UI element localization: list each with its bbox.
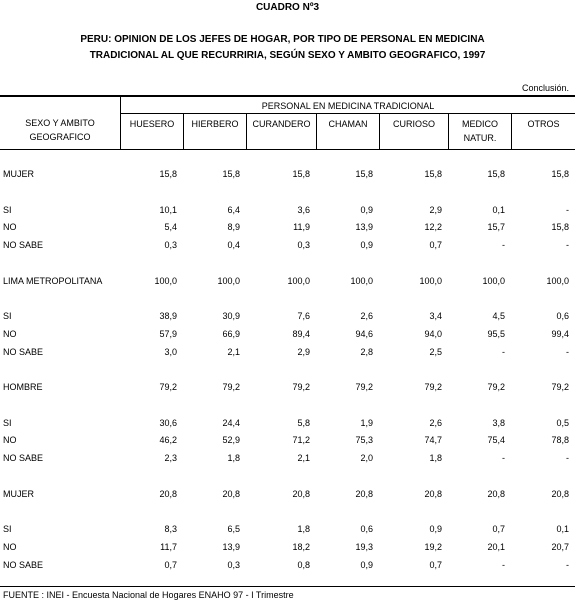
table-cell: 79,2 <box>551 382 569 392</box>
table-cell: - <box>502 240 505 250</box>
table-cell <box>246 290 316 308</box>
table-cell: 0,9 <box>360 204 373 215</box>
table-cell <box>246 397 316 415</box>
table-cell: 8,9 <box>227 222 240 233</box>
table-row <box>0 379 575 397</box>
row-label <box>0 361 120 379</box>
row-label: SI <box>3 524 12 534</box>
table-cell: 20,8 <box>424 488 442 499</box>
table-cell <box>183 397 246 415</box>
table-cell: - <box>566 204 569 215</box>
row-label: SI <box>3 204 12 215</box>
table-cell: 100,0 <box>217 275 240 286</box>
table-row <box>0 432 575 450</box>
footer-rule <box>0 586 575 587</box>
row-label <box>0 468 120 486</box>
table-cell <box>120 468 183 486</box>
table-cell: 11,7 <box>160 541 177 552</box>
table-cell <box>511 290 575 308</box>
table-cell: 75,3 <box>355 435 373 446</box>
table-cell: 79,2 <box>222 382 240 392</box>
table-row <box>0 326 575 344</box>
table-cell: - <box>502 453 505 463</box>
table-row <box>0 255 575 273</box>
table-cell <box>379 290 448 308</box>
table-cell: 20,8 <box>292 488 310 499</box>
table-cell <box>183 290 246 308</box>
table-cell: 3,8 <box>492 417 505 428</box>
table-cell: 0,5 <box>556 417 569 428</box>
table-cell <box>120 290 183 308</box>
table-cell <box>511 397 575 415</box>
row-header-label: SEXO Y AMBITO GEOGRAFICO <box>25 118 95 142</box>
table-cell: 57,9 <box>159 328 177 339</box>
header-bottom-rule <box>0 149 575 150</box>
table-title: CUADRO Nº3 <box>255 2 320 13</box>
row-label <box>0 255 120 273</box>
table-cell: 6,4 <box>227 204 240 215</box>
table-row <box>0 503 575 521</box>
table-cell: 79,2 <box>355 382 373 392</box>
table-cell: 15,8 <box>551 169 569 179</box>
table-cell <box>379 184 448 202</box>
row-label: NO <box>3 222 17 233</box>
table-cell: 46,2 <box>159 435 177 446</box>
row-label: MUJER <box>3 169 34 179</box>
table-cell: 74,7 <box>424 435 442 446</box>
source-note: FUENTE : INEI - Encuesta Nacional de Hogares ENAHO 97 - I Trimestre <box>3 590 294 600</box>
table-cell: 20,8 <box>355 488 373 499</box>
row-label: NO SABE <box>3 346 44 357</box>
row-label: HOMBRE <box>3 382 43 392</box>
table-row <box>0 184 575 202</box>
data-table <box>0 166 575 574</box>
table-cell: 20,8 <box>551 488 569 499</box>
table-cell: 0,6 <box>360 524 373 534</box>
table-cell <box>316 361 379 379</box>
table-cell: 100,0 <box>350 275 373 286</box>
row-label <box>0 290 120 308</box>
table-cell: 0,6 <box>556 311 569 321</box>
table-cell: 1,8 <box>297 524 310 534</box>
table-cell: 12,2 <box>424 222 442 233</box>
table-cell: 100,0 <box>419 275 442 286</box>
table-cell: 0,3 <box>297 240 310 250</box>
table-cell <box>120 255 183 273</box>
table-row <box>0 344 575 362</box>
table-cell <box>246 503 316 521</box>
table-cell: 15,8 <box>292 169 310 179</box>
table-cell: 0,8 <box>297 559 310 570</box>
table-cell <box>183 503 246 521</box>
table-cell <box>511 255 575 273</box>
table-cell <box>183 255 246 273</box>
table-cell <box>246 255 316 273</box>
table-cell <box>316 468 379 486</box>
table-cell: - <box>566 346 569 357</box>
table-cell: 13,9 <box>222 541 240 552</box>
table-cell: 1,8 <box>227 453 240 463</box>
table-cell: 7,6 <box>297 311 310 321</box>
table-cell <box>511 361 575 379</box>
table-cell: 99,4 <box>551 328 569 339</box>
table-cell: 15,8 <box>222 169 240 179</box>
table-cell: 0,7 <box>492 524 505 534</box>
table-cell: 38,9 <box>159 311 177 321</box>
table-cell <box>316 503 379 521</box>
table-cell <box>120 184 183 202</box>
table-cell <box>120 397 183 415</box>
table-cell <box>511 468 575 486</box>
table-cell <box>316 184 379 202</box>
table-cell: 11,9 <box>293 222 310 233</box>
column-header-curandero: CURANDERO <box>252 119 311 129</box>
table-cell: 66,9 <box>222 328 240 339</box>
table-cell <box>120 361 183 379</box>
table-cell: 30,6 <box>159 417 177 428</box>
table-cell: 3,0 <box>164 346 177 357</box>
row-label: NO SABE <box>3 453 44 463</box>
table-cell <box>379 468 448 486</box>
row-label: MUJER <box>3 488 34 499</box>
table-cell: 100,0 <box>154 275 177 286</box>
table-cell <box>379 255 448 273</box>
table-row <box>0 361 575 379</box>
table-cell: 20,1 <box>487 541 505 552</box>
row-label <box>0 184 120 202</box>
table-cell: 0,1 <box>492 204 505 215</box>
row-label: NO SABE <box>3 240 44 250</box>
table-cell <box>183 468 246 486</box>
table-cell: 79,2 <box>292 382 310 392</box>
table-cell <box>316 290 379 308</box>
table-cell: 0,9 <box>360 240 373 250</box>
table-cell: 2,8 <box>360 346 373 357</box>
table-row <box>0 468 575 486</box>
table-cell: 78,8 <box>551 435 569 446</box>
table-cell: 2,6 <box>429 417 442 428</box>
table-cell: 94,0 <box>424 328 442 339</box>
table-row <box>0 397 575 415</box>
table-cell <box>448 503 511 521</box>
column-header-medico-natur: MEDICO NATUR. <box>462 119 498 143</box>
row-label <box>0 503 120 521</box>
table-cell <box>316 255 379 273</box>
table-cell: 18,2 <box>292 541 310 552</box>
table-cell: 79,2 <box>159 382 177 392</box>
table-cell: 20,8 <box>487 488 505 499</box>
table-cell: 0,1 <box>556 524 569 534</box>
table-cell: - <box>502 559 505 570</box>
table-cell: 5,8 <box>297 417 310 428</box>
table-cell: - <box>502 346 505 357</box>
table-cell: 89,4 <box>292 328 310 339</box>
table-row <box>0 450 575 468</box>
column-header-hierbero: HIERBERO <box>191 119 239 129</box>
row-label: NO <box>3 435 17 446</box>
group-rule <box>120 113 575 114</box>
table-cell: 10,1 <box>159 204 177 215</box>
table-cell: 71,2 <box>292 435 310 446</box>
table-cell <box>316 397 379 415</box>
table-cell: 100,0 <box>546 275 569 286</box>
table-row <box>0 273 575 291</box>
table-cell: 2,5 <box>429 346 442 357</box>
table-cell: 15,8 <box>424 169 442 179</box>
table-cell <box>511 184 575 202</box>
row-label <box>0 397 120 415</box>
table-cell: 6,5 <box>227 524 240 534</box>
column-header-huesero: HUESERO <box>129 119 175 129</box>
table-row <box>0 237 575 255</box>
table-cell: 15,8 <box>487 169 505 179</box>
table-cell: 2,0 <box>360 453 373 463</box>
row-label: NO SABE <box>3 559 44 570</box>
group-header: PERSONAL EN MEDICINA TRADICIONAL <box>261 101 435 111</box>
table-cell: 20,8 <box>222 488 240 499</box>
table-cell: 100,0 <box>482 275 505 286</box>
row-label: SI <box>3 311 12 321</box>
table-cell: 2,9 <box>429 204 442 215</box>
table-cell: 20,8 <box>159 488 177 499</box>
table-cell: 75,4 <box>487 435 505 446</box>
table-cell <box>379 397 448 415</box>
table-cell: 30,9 <box>222 311 240 321</box>
table-row <box>0 308 575 326</box>
row-label: SI <box>3 417 12 428</box>
table-row <box>0 415 575 433</box>
table-row <box>0 290 575 308</box>
table-cell: 52,9 <box>222 435 240 446</box>
table-cell: 2,1 <box>227 346 240 357</box>
table-cell: 0,7 <box>429 559 442 570</box>
table-cell <box>448 468 511 486</box>
table-subtitle-line1: PERU: OPINION DE LOS JEFES DE HOGAR, POR TIPO DE PERSONAL EN MEDICINA <box>80 34 485 45</box>
table-cell: - <box>566 559 569 570</box>
table-cell <box>183 361 246 379</box>
table-cell: 3,6 <box>297 204 310 215</box>
table-cell: 2,3 <box>164 453 177 463</box>
table-cell <box>379 361 448 379</box>
table-cell <box>246 361 316 379</box>
table-cell: 4,5 <box>492 311 505 321</box>
header-top-rule <box>0 95 575 97</box>
table-cell: 79,2 <box>487 382 505 392</box>
table-cell: 0,4 <box>227 240 240 250</box>
row-label: NO <box>3 328 17 339</box>
table-cell <box>448 255 511 273</box>
table-cell: 1,8 <box>429 453 442 463</box>
table-cell <box>379 503 448 521</box>
table-subtitle-line2: TRADICIONAL AL QUE RECURRIRIA, SEGÚN SEXO Y AMBITO GEOGRAFICO, 1997 <box>89 50 486 61</box>
table-cell: 0,3 <box>227 559 240 570</box>
table-cell <box>448 361 511 379</box>
table-cell <box>448 184 511 202</box>
table-cell: 19,2 <box>424 541 442 552</box>
table-cell: 0,9 <box>429 524 442 534</box>
table-cell: - <box>566 453 569 463</box>
table-cell: 0,7 <box>164 559 177 570</box>
table-cell: 15,8 <box>355 169 373 179</box>
table-cell: 15,8 <box>159 169 177 179</box>
table-cell <box>448 290 511 308</box>
column-header-chaman: CHAMAN <box>328 119 368 129</box>
table-cell: 2,9 <box>297 346 310 357</box>
table-cell <box>120 503 183 521</box>
table-cell: 94,6 <box>355 328 373 339</box>
table-cell: 2,6 <box>360 311 373 321</box>
table-cell: 8,3 <box>164 524 177 534</box>
table-row <box>0 202 575 220</box>
table-cell: 1,9 <box>360 417 373 428</box>
table-cell <box>511 503 575 521</box>
table-cell: 15,7 <box>487 222 505 233</box>
table-cell: 100,0 <box>287 275 310 286</box>
table-cell: 24,4 <box>222 417 240 428</box>
column-header-curioso: CURIOSO <box>392 119 435 129</box>
table-row <box>0 557 575 575</box>
table-cell <box>448 397 511 415</box>
table-cell: 2,1 <box>297 453 310 463</box>
table-cell: 79,2 <box>424 382 442 392</box>
table-cell: 0,7 <box>429 240 442 250</box>
conclusion-note: Conclusión. <box>521 83 569 93</box>
table-cell: 20,7 <box>551 541 569 552</box>
table-row <box>0 539 575 557</box>
table-row <box>0 521 575 539</box>
table-cell: - <box>566 240 569 250</box>
column-header-otros: OTROS <box>527 119 560 129</box>
table-cell: 19,3 <box>355 541 373 552</box>
table-cell: 5,4 <box>164 222 177 233</box>
table-cell <box>246 184 316 202</box>
table-cell: 15,8 <box>551 222 569 233</box>
table-row <box>0 166 575 184</box>
row-label: NO <box>3 541 17 552</box>
table-cell: 0,3 <box>164 240 177 250</box>
table-cell: 0,9 <box>360 559 373 570</box>
table-cell: 13,9 <box>355 222 373 233</box>
table-cell <box>246 468 316 486</box>
table-cell: 95,5 <box>487 328 505 339</box>
table-row <box>0 486 575 504</box>
table-row <box>0 219 575 237</box>
row-label: LIMA METROPOLITANA <box>3 275 103 286</box>
table-cell <box>183 184 246 202</box>
table-cell: 3,4 <box>429 311 442 321</box>
